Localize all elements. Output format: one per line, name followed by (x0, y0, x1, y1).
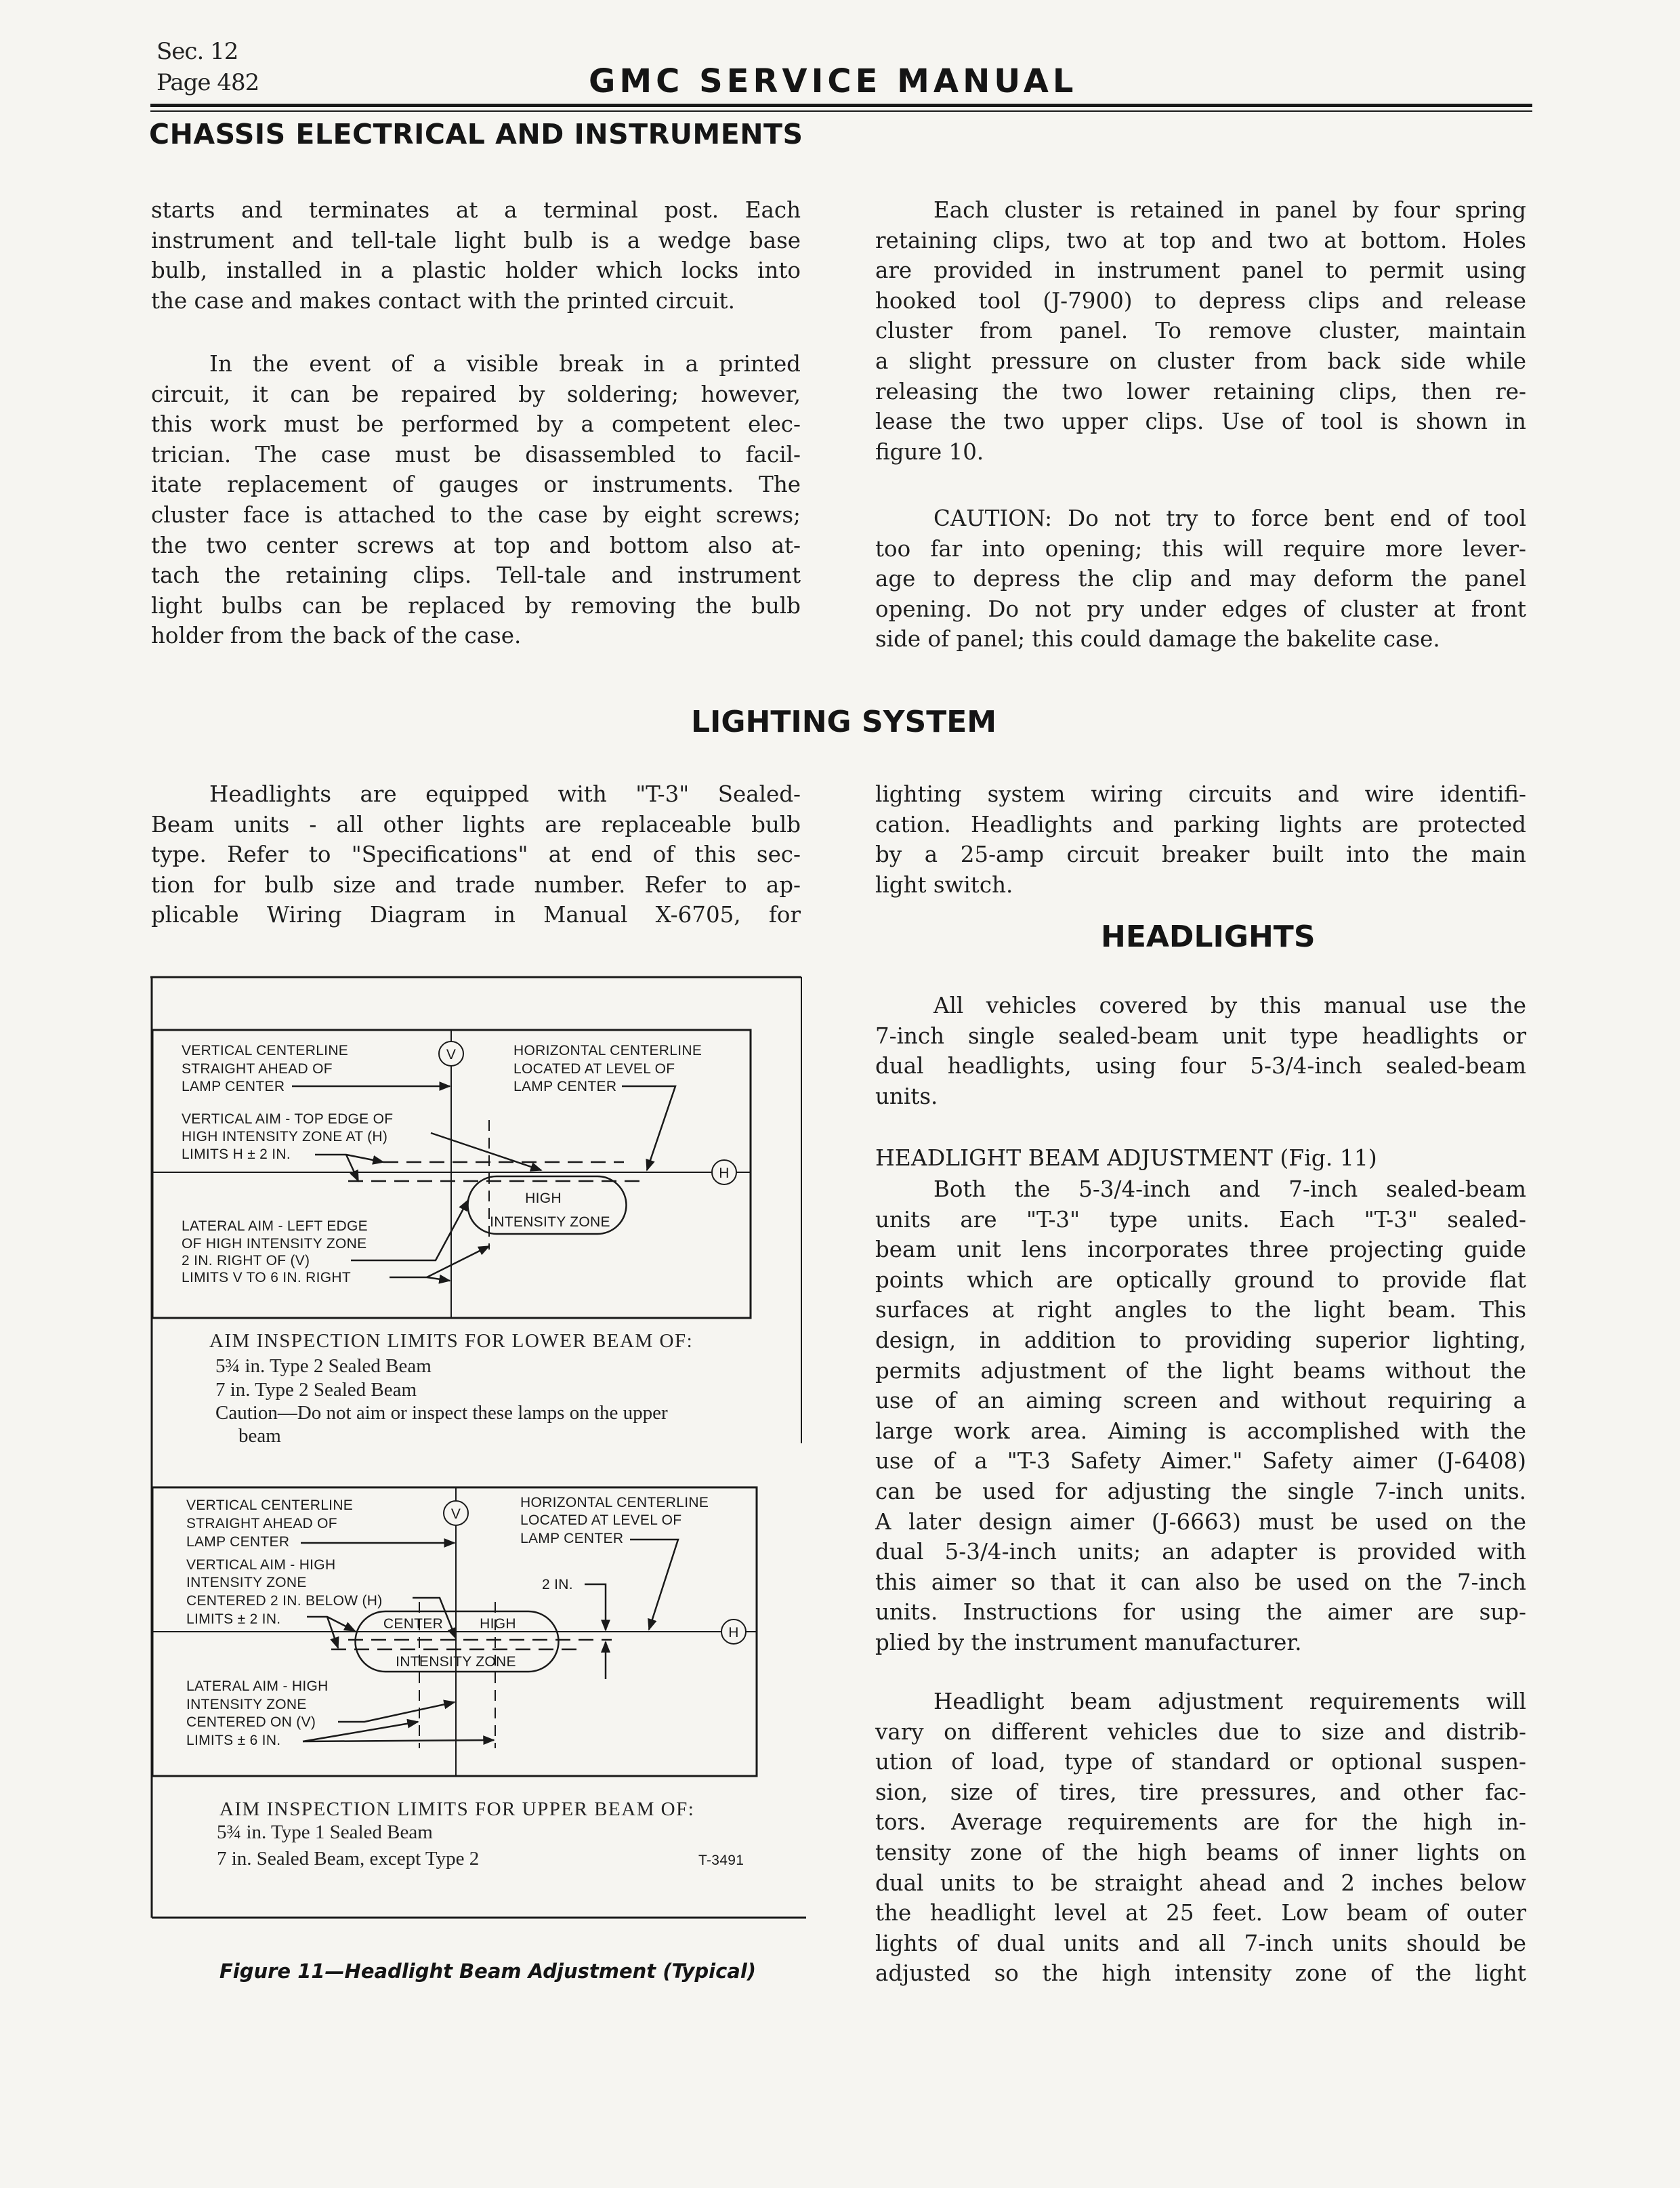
text-line: dual headlights, using four 5-3/4-inch sealed-beam (875, 1053, 1526, 1079)
zone-label: CENTER (383, 1616, 444, 1632)
text-line: this aimer so that it can also be used on the 7-inch (875, 1569, 1526, 1595)
label-lateral-aim: INTENSITY ZONE (186, 1697, 307, 1712)
text-line: circuit, it can be repaired by soldering; however, (151, 381, 801, 407)
text-line: permits adjustment of the light beams without the (875, 1357, 1526, 1384)
label-lateral-aim: LIMITS V TO 6 IN. RIGHT (182, 1270, 351, 1285)
lower-limits-item: 7 in. Type 2 Sealed Beam (215, 1379, 417, 1401)
text-line: tors. Average requirements are for the high in- (875, 1809, 1526, 1836)
zone-label: HIGH (480, 1616, 516, 1632)
text-line: cluster from panel. To remove cluster, maintain (875, 318, 1526, 344)
lower-limits-title: AIM INSPECTION LIMITS FOR LOWER BEAM OF: (209, 1330, 694, 1352)
label-vertical-centerline: LAMP CENTER (186, 1534, 290, 1550)
text-line: instrument and tell-tale light bulb is a wedge base (151, 227, 801, 253)
label-lateral-aim: LIMITS ± 6 IN. (186, 1733, 281, 1748)
label-vertical-aim: CENTERED 2 IN. BELOW (H) (186, 1593, 383, 1609)
label-horizontal-centerline: LAMP CENTER (513, 1079, 617, 1094)
text-line: lights of dual units and all 7-inch units should be (875, 1930, 1526, 1956)
text-line: units. Instructions for using the aimer are sup- (875, 1599, 1526, 1626)
text-line: units. (875, 1083, 938, 1109)
text-line: hooked tool (J-7900) to depress clips and release (875, 287, 1526, 314)
text-line: are provided in instrument panel to permit using (875, 257, 1526, 284)
label-horizontal-centerline: HORIZONTAL CENTERLINE (520, 1495, 709, 1510)
section-number: Sec. 12 (156, 38, 238, 65)
paragraph (875, 195, 1526, 467)
paragraph (875, 1174, 1526, 1658)
label-horizontal-centerline: HORIZONTAL CENTERLINE (513, 1043, 702, 1058)
text-line: sion, size of tires, tire pressures, and other fac- (875, 1779, 1526, 1805)
text-line: All vehicles covered by this manual use the (933, 993, 1526, 1018)
subheading-beam-adjustment: HEADLIGHT BEAM ADJUSTMENT (Fig. 11) (875, 1144, 1377, 1171)
paragraph (875, 779, 1526, 900)
page-number: Page 482 (156, 69, 259, 96)
v-marker: V (446, 1047, 457, 1062)
text-line: starts and terminates at a terminal post. Each (151, 197, 801, 223)
text-line: tensity zone of the high beams of inner lights on (875, 1839, 1526, 1865)
text-line: age to depress the clip and may deform the panel (875, 566, 1526, 592)
lower-beam-labels (182, 1043, 730, 1447)
text-line: a slight pressure on cluster from back side while (875, 348, 1526, 374)
text-line: points which are optically ground to provide flat (875, 1266, 1526, 1293)
section-heading-lighting-system: LIGHTING SYSTEM (691, 705, 997, 739)
label-lateral-aim: CENTERED ON (V) (186, 1714, 316, 1730)
label-lateral-aim: 2 IN. RIGHT OF (V) (182, 1253, 310, 1268)
label-vertical-aim: HIGH INTENSITY ZONE AT (H) (182, 1129, 388, 1144)
text-line: can be used for adjusting the single 7-inch units. (875, 1478, 1526, 1504)
zone-label: INTENSITY ZONE (490, 1214, 610, 1230)
label-vertical-aim: LIMITS ± 2 IN. (186, 1611, 281, 1627)
paragraph (875, 503, 1526, 655)
text-line: figure 10. (875, 438, 984, 465)
text-line: use of an aiming screen and without requiring a (875, 1388, 1526, 1414)
v-marker: V (450, 1506, 461, 1522)
text-line: cluster face is attached to the case by eight screws; (151, 501, 801, 528)
text-line: light switch. (875, 871, 1013, 898)
text-line: by a 25-amp circuit breaker built into the main (875, 842, 1526, 868)
zone-label: HIGH (525, 1191, 562, 1206)
label-vertical-aim: INTENSITY ZONE (186, 1575, 307, 1590)
text-line: large work area. Aiming is accomplished with the (875, 1418, 1526, 1444)
text-line: tion for bulb size and trade number. Refer to ap- (151, 871, 801, 898)
label-lateral-aim: OF HIGH INTENSITY ZONE (182, 1236, 367, 1252)
paragraph (875, 991, 1526, 1111)
label-vertical-aim: VERTICAL AIM - HIGH (186, 1557, 336, 1573)
h-marker: H (719, 1165, 730, 1181)
text-line: beam unit lens incorporates three projecting guide (875, 1237, 1526, 1263)
text-line: releasing the two lower retaining clips, then re- (875, 378, 1526, 405)
paragraph (875, 1687, 1526, 1989)
label-horizontal-centerline: LAMP CENTER (520, 1531, 624, 1546)
upper-limits-title: AIM INSPECTION LIMITS FOR UPPER BEAM OF: (219, 1798, 695, 1820)
text-line: ution of load, type of standard or optional suspen- (875, 1749, 1526, 1775)
text-line: units are "T-3" type units. Each "T-3" sealed- (875, 1206, 1526, 1233)
label-horizontal-centerline: LOCATED AT LEVEL OF (520, 1512, 682, 1528)
upper-limits-item: 5¾ in. Type 1 Sealed Beam (217, 1821, 433, 1843)
figure-code: T-3491 (698, 1853, 744, 1868)
text-line: 7-inch single sealed-beam unit type headlights or (875, 1023, 1526, 1049)
text-line: this work must be performed by a competent elec- (151, 411, 801, 438)
text-line: surfaces at right angles to the light beam. This (875, 1297, 1526, 1323)
label-two-inches: 2 IN. (542, 1577, 573, 1592)
text-line: the headlight level at 25 feet. Low beam of outer (875, 1900, 1526, 1926)
label-vertical-centerline: VERTICAL CENTERLINE (186, 1498, 354, 1513)
upper-limits-item: 7 in. Sealed Beam, except Type 2 (217, 1848, 480, 1870)
label-vertical-centerline: LAMP CENTER (182, 1079, 285, 1094)
text-line: lease the two upper clips. Use of tool is shown in (875, 409, 1526, 435)
text-line: adjusted so the high intensity zone of the light (875, 1960, 1526, 1987)
lower-limits-item: 5¾ in. Type 2 Sealed Beam (215, 1355, 432, 1377)
upper-beam-labels (186, 1495, 744, 1870)
figure-caption: Figure 11—Headlight Beam Adjustment (Typical) (219, 1960, 757, 1983)
text-line: opening. Do not pry under edges of cluster at front (875, 596, 1526, 622)
text-line: Beam units - all other lights are replaceable bulb (151, 811, 801, 838)
text-line: Both the 5-3/4-inch and 7-inch sealed-beam (933, 1176, 1526, 1202)
label-horizontal-centerline: LOCATED AT LEVEL OF (513, 1061, 675, 1077)
text-line: cation. Headlights and parking lights are protected (875, 811, 1526, 838)
text-line: tach the retaining clips. Tell-tale and instrument (151, 562, 801, 589)
text-line: In the event of a visible break in a printed (209, 351, 801, 377)
h-marker: H (728, 1625, 739, 1640)
text-line: side of panel; this could damage the bakelite case. (875, 626, 1440, 653)
label-vertical-centerline: STRAIGHT AHEAD OF (186, 1516, 337, 1531)
text-line: A later design aimer (J-6663) must be used on the (875, 1508, 1526, 1535)
text-line: light bulbs can be replaced by removing the bulb (151, 592, 801, 619)
lower-limits-item: beam (238, 1425, 281, 1447)
text-line: the two center screws at top and bottom also at- (151, 532, 801, 558)
text-line: Each cluster is retained in panel by four spring (933, 197, 1526, 223)
text-line: Headlights are equipped with "T-3" Sealed- (209, 781, 801, 807)
text-line: dual units to be straight ahead and 2 inches below (875, 1870, 1526, 1896)
text-line: holder from the back of the case. (151, 623, 522, 649)
chapter-title: CHASSIS ELECTRICAL AND INSTRUMENTS (149, 118, 803, 150)
zone-label: INTENSITY ZONE (396, 1654, 516, 1670)
manual-title: GMC SERVICE MANUAL (589, 62, 1078, 100)
text-line: plied by the instrument manufacturer. (875, 1629, 1302, 1655)
text-line: trician. The case must be disassembled to facil- (151, 441, 801, 468)
text-line: type. Refer to "Specifications" at end of this sec- (151, 842, 801, 868)
section-heading-headlights: HEADLIGHTS (1101, 920, 1316, 954)
text-line: lighting system wiring circuits and wire identifi- (875, 781, 1526, 807)
text-line: bulb, installed in a plastic holder which locks into (151, 257, 801, 284)
figure-11-headlight-beam-diagram (0, 0, 881, 2033)
label-vertical-aim: LIMITS H ± 2 IN. (182, 1147, 291, 1162)
text-line: Headlight beam adjustment requirements will (933, 1689, 1526, 1714)
label-vertical-aim: VERTICAL AIM - TOP EDGE OF (182, 1111, 394, 1127)
text-line: too far into opening; this will require more lever- (875, 535, 1526, 562)
text-line: dual 5-3/4-inch units; an adapter is provided with (875, 1539, 1526, 1565)
label-lateral-aim: LATERAL AIM - LEFT EDGE (182, 1218, 368, 1234)
label-vertical-centerline: VERTICAL CENTERLINE (182, 1043, 349, 1058)
text-line: retaining clips, two at top and two at bottom. Holes (875, 227, 1526, 253)
text-line: itate replacement of gauges or instruments. The (151, 472, 801, 498)
label-lateral-aim: LATERAL AIM - HIGH (186, 1678, 329, 1694)
lower-limits-item: Caution—Do not aim or inspect these lamps on the upper (215, 1402, 668, 1424)
text-line: plicable Wiring Diagram in Manual X-6705, for (151, 902, 801, 928)
text-line: the case and makes contact with the printed circuit. (151, 287, 735, 314)
text-line: CAUTION: Do not try to force bent end of tool (933, 505, 1526, 531)
text-line: use of a "T-3 Safety Aimer." Safety aimer (J-6408) (875, 1448, 1526, 1474)
text-line: design, in addition to providing superior lighting, (875, 1327, 1526, 1353)
text-line: vary on different vehicles due to size and distrib- (875, 1718, 1526, 1745)
label-vertical-centerline: STRAIGHT AHEAD OF (182, 1061, 333, 1077)
